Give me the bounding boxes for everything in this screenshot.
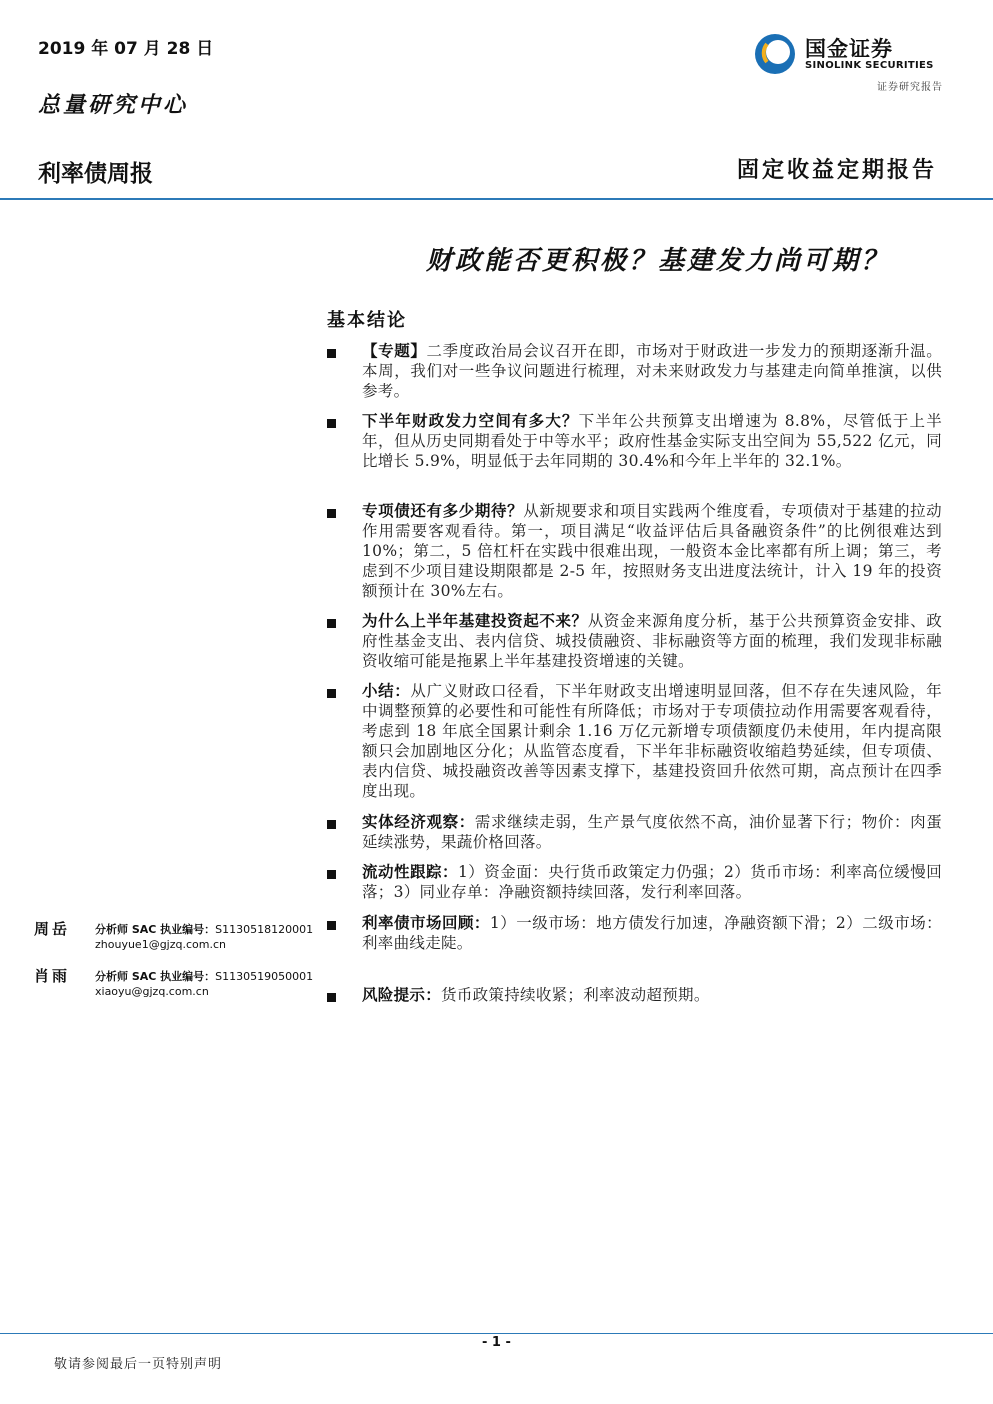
square-bullet-icon <box>327 509 336 518</box>
square-bullet-icon <box>327 619 336 628</box>
square-bullet-icon <box>327 820 336 829</box>
section-title: 基本结论 <box>327 310 407 331</box>
company-logo <box>753 30 943 78</box>
bullet-head: 流动性跟踪： <box>362 862 458 881</box>
analyst-name: 周岳 <box>34 920 71 938</box>
bullet-body: 从资金来源角度分析，基于公共预算资金安排、政府性基金支出、表内信贷、城投债融资、非标融资等方面的梳理，我们发现非标融资收缩可能是拖累上半年基建投资增速的关键。 <box>362 612 943 670</box>
square-bullet-icon <box>327 870 336 879</box>
bullet-item <box>327 501 942 601</box>
report-date: 2019 年 07 月 28 日 <box>38 39 214 59</box>
page-number: - 1 - <box>482 1335 511 1350</box>
bullet-body: 需求继续走弱，生产景气度依然不高，油价显著下行；物价：肉蛋延续涨势，果蔬价格回落。 <box>362 813 942 851</box>
bullet-head: 风险提示： <box>362 985 442 1004</box>
report-series-name: 利率债周报 <box>38 161 153 187</box>
bullet-head: 【专题】 <box>362 341 427 360</box>
bullet-item <box>327 862 942 902</box>
analyst-email[interactable]: xiaoyu@gjzq.com.cn <box>95 985 209 998</box>
square-bullet-icon <box>327 689 336 698</box>
analyst-sac-label: 分析师 SAC 执业编号： <box>95 923 216 936</box>
square-bullet-icon <box>327 419 336 428</box>
logo-subtitle: 证券研究报告 <box>877 82 943 93</box>
report-title: 财政能否更积极？基建发力尚可期？ <box>425 246 890 276</box>
bullet-head: 下半年财政发力空间有多大？ <box>362 411 579 430</box>
bullet-body: 从广义财政口径看，下半年财政支出增速明显回落，但不存在失速风险，年中调整预算的必要性和可能性有所降低；市场对于专项债拉动作用需要客观看待，考虑到 18 年底全国累计剩余 1.16 万亿元新增专项债额度仍未使用，年内提高限额只会加剧地区分化；从监管态度看，下半年非标融资收缩趋势延续，但专项债、表内信贷、城投融资改善等因素支撑下，基建投资回升依然可期，高点预计在四季度出现。 <box>362 682 942 800</box>
bullet-item <box>327 985 942 1005</box>
analyst-sac-id: S1130519050001 <box>215 970 314 983</box>
bullet-item <box>327 681 942 801</box>
bullet-item <box>327 913 942 953</box>
square-bullet-icon <box>327 993 336 1002</box>
bullet-item <box>327 341 942 401</box>
analyst-name: 肖雨 <box>34 967 71 985</box>
bullet-item <box>327 411 942 471</box>
bullet-body: 下半年公共预算支出增速为 8.8%，尽管低于上半年，但从历史同期看处于中等水平；政府性基金实际支出空间为 55,522 亿元，同比增长 5.9%，明显低于去年同期的 30.4%和今年上半年的 32.1%。 <box>362 412 942 470</box>
bullet-body: 从新规要求和项目实践两个维度看，专项债对于基建的拉动作用需要客观看待。第一，项目满足“收益评估后具备融资条件”的比例很难达到 10%；第二，5 倍杠杆在实践中很难出现，一般资本金比率都有所上调；第三，考虑到不少项目建设期限都是 2-5 年，按照财务支出进度法统计，计入 19 年的投资额预计在 30%左右。 <box>362 502 942 600</box>
analyst-info <box>95 922 313 952</box>
analyst-sac-id: S1130518120001 <box>215 923 314 936</box>
bullet-item <box>327 812 942 852</box>
bullet-head: 专项债还有多少期待？ <box>362 501 524 520</box>
bullet-body: 1）一级市场：地方债发行加速，净融资额下滑；2）二级市场：利率曲线走陡。 <box>362 914 942 952</box>
logo-english-name: SINOLINK SECURITIES <box>805 60 934 71</box>
footer-disclaimer: 敬请参阅最后一页特别声明 <box>54 1357 223 1372</box>
research-center-label: 总量研究中心 <box>38 92 189 118</box>
bullet-item <box>327 611 942 671</box>
bullet-head: 实体经济观察： <box>362 812 475 831</box>
header-divider <box>0 198 993 200</box>
analyst-info <box>95 969 313 999</box>
report-type: 固定收益定期报告 <box>736 157 937 183</box>
bullet-head: 利率债市场回顾： <box>362 913 490 932</box>
sinolink-logo-icon <box>753 32 797 76</box>
bullet-head: 小结： <box>362 681 411 700</box>
analyst-sac-label: 分析师 SAC 执业编号： <box>95 970 216 983</box>
square-bullet-icon <box>327 921 336 930</box>
bullet-body: 货币政策持续收紧；利率波动超预期。 <box>441 986 710 1004</box>
square-bullet-icon <box>327 349 336 358</box>
bullet-body: 二季度政治局会议召开在即，市场对于财政进一步发力的预期逐渐升温。本周，我们对一些争议问题进行梳理，对未来财政发力与基建走向简单推演，以供参考。 <box>362 342 942 400</box>
logo-chinese-name: 国金证券 <box>805 37 893 61</box>
footer-divider <box>0 1333 993 1334</box>
bullet-head: 为什么上半年基建投资起不来？ <box>362 611 588 630</box>
bullet-body: 1）资金面：央行货币政策定力仍强；2）货币市场：利率高位缓慢回落；3）同业存单：净融资额持续回落，发行利率回落。 <box>362 863 942 901</box>
analyst-email[interactable]: zhouyue1@gjzq.com.cn <box>95 938 226 951</box>
